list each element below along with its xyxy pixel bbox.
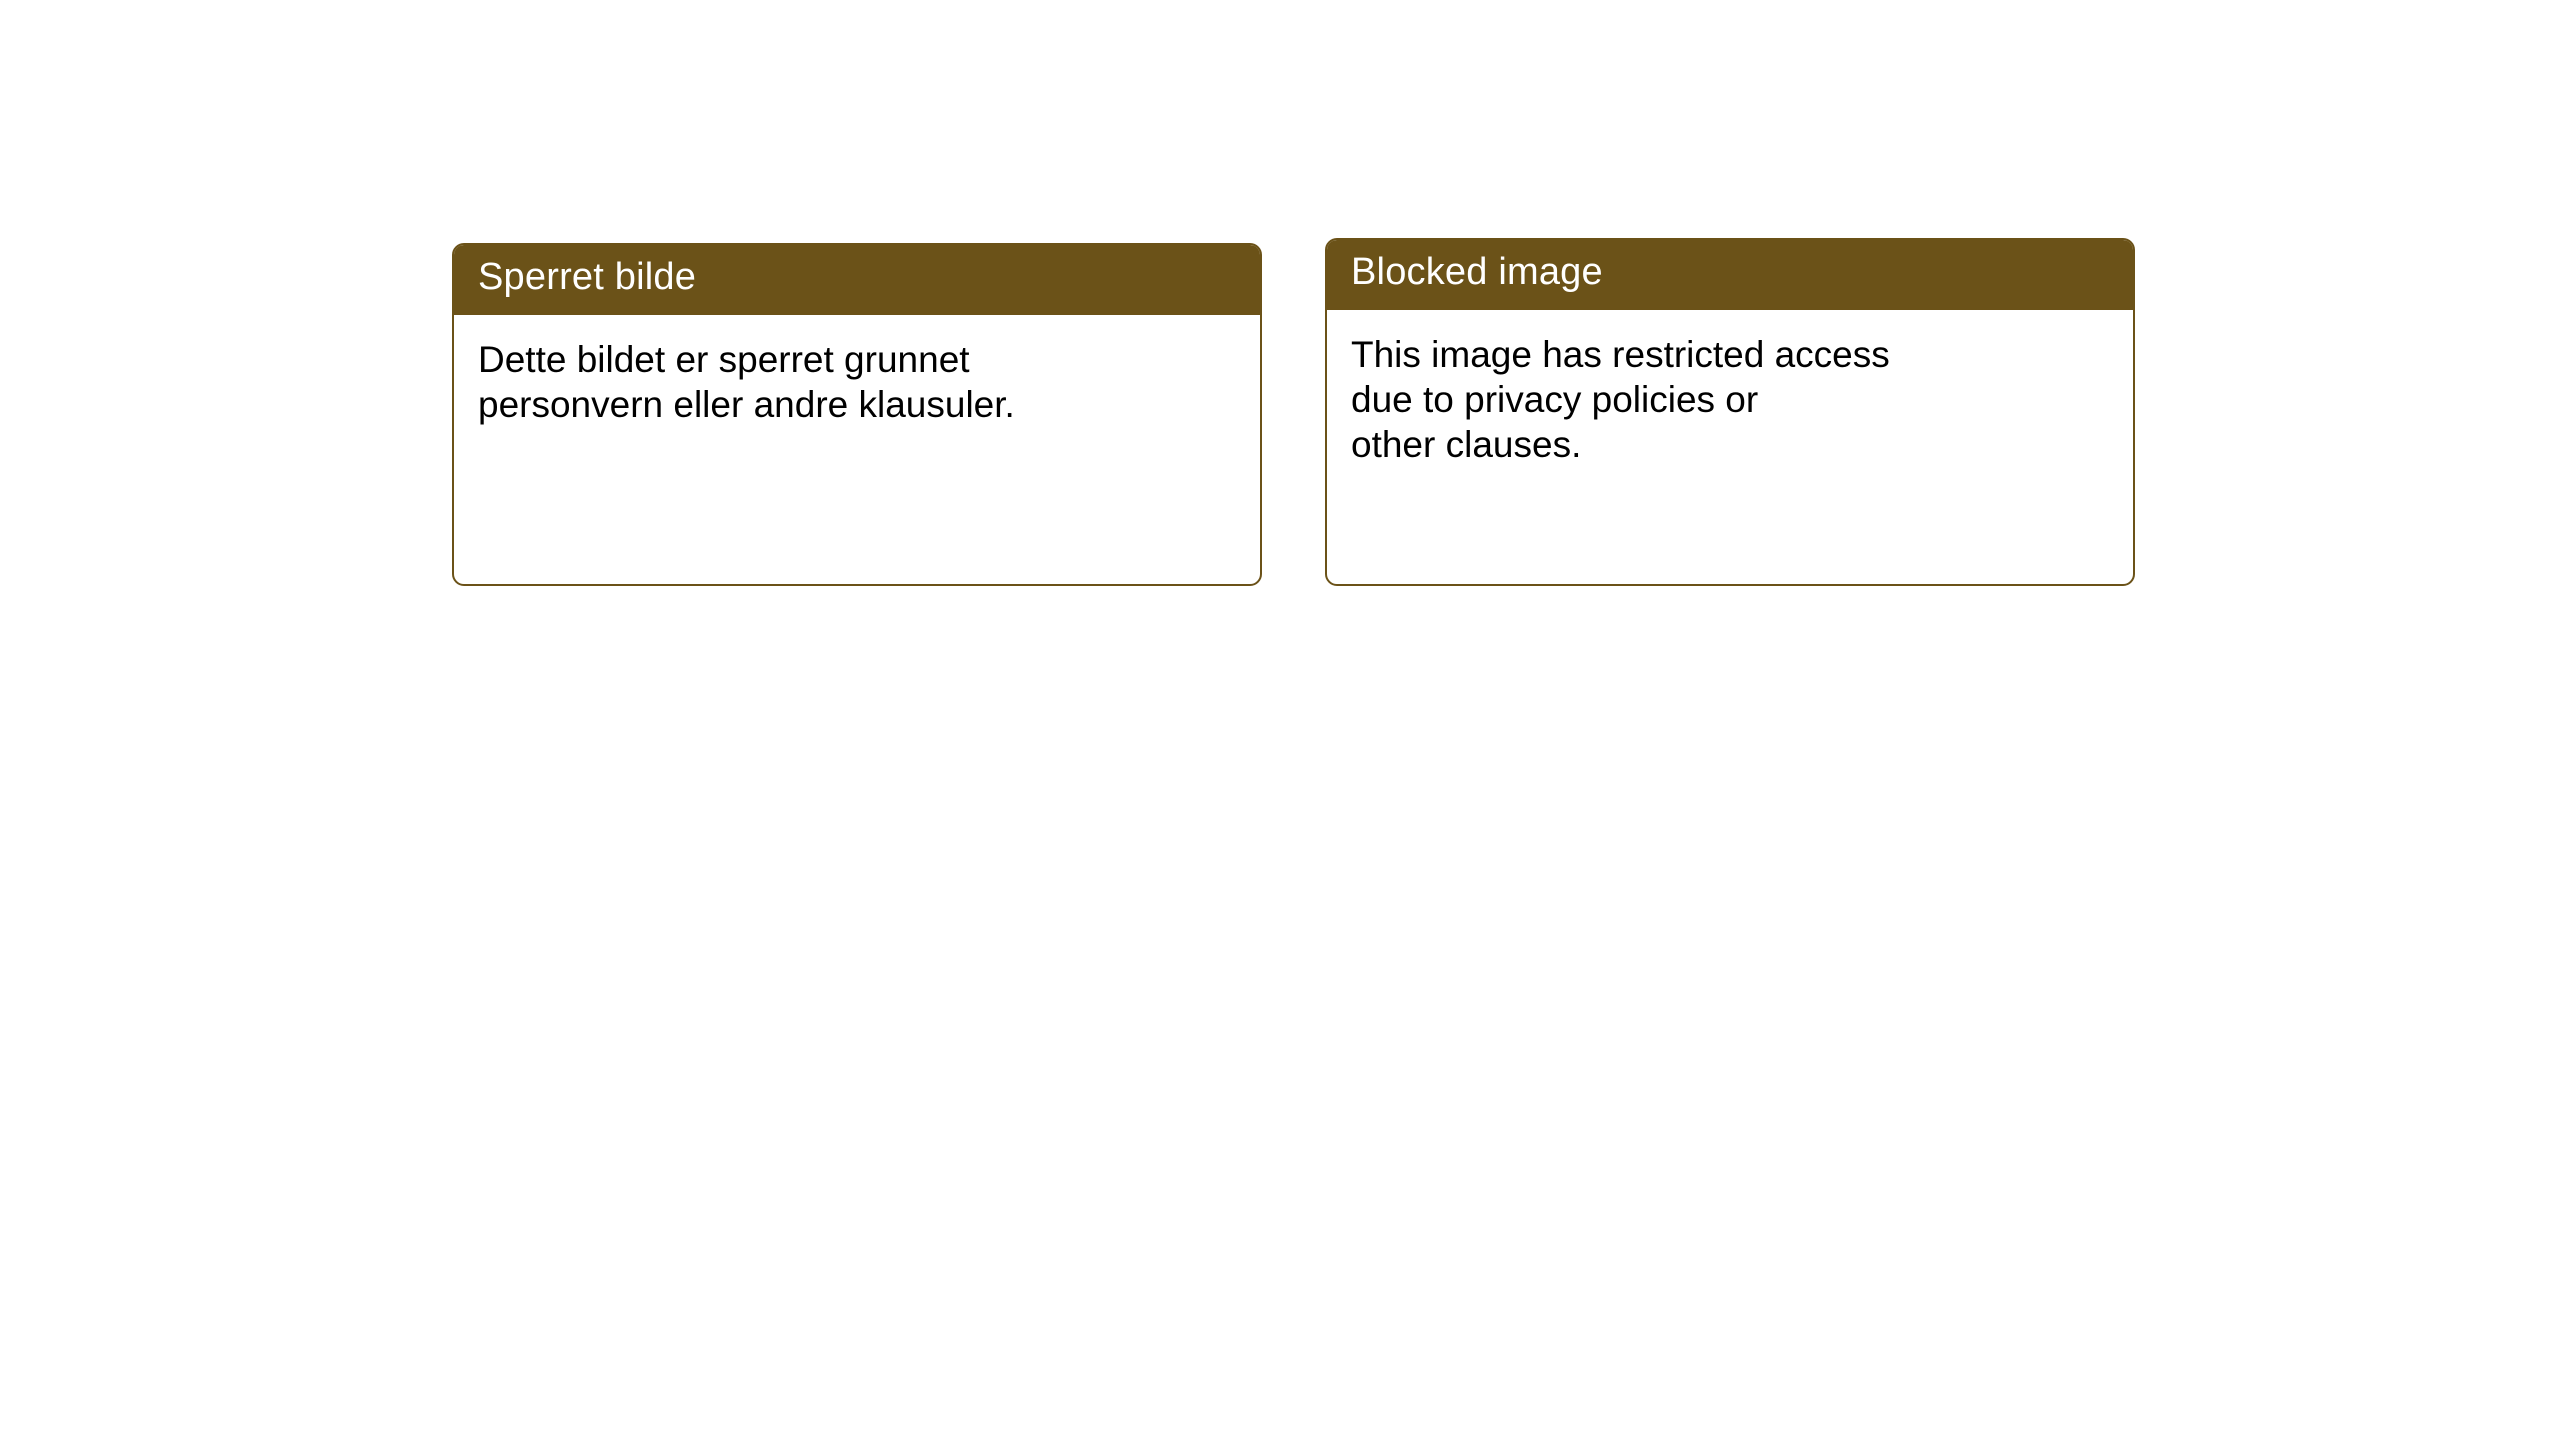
blocked-image-notice-card-en xyxy=(1325,238,2135,586)
card-body-line: other clauses. xyxy=(1351,424,1582,466)
card-title-no: Sperret bilde xyxy=(454,245,1260,315)
blocked-image-notice-card-no xyxy=(452,243,1262,586)
card-body-line: personvern eller andre klausuler. xyxy=(478,384,1015,426)
card-body-en xyxy=(1327,310,2133,491)
card-body-line: due to privacy policies or xyxy=(1351,379,1759,421)
card-body-line: This image has restricted access xyxy=(1351,333,1890,375)
card-body-line: Dette bildet er sperret grunnet xyxy=(478,338,970,380)
card-title-en: Blocked image xyxy=(1327,240,2133,310)
card-body-no xyxy=(454,315,1260,451)
